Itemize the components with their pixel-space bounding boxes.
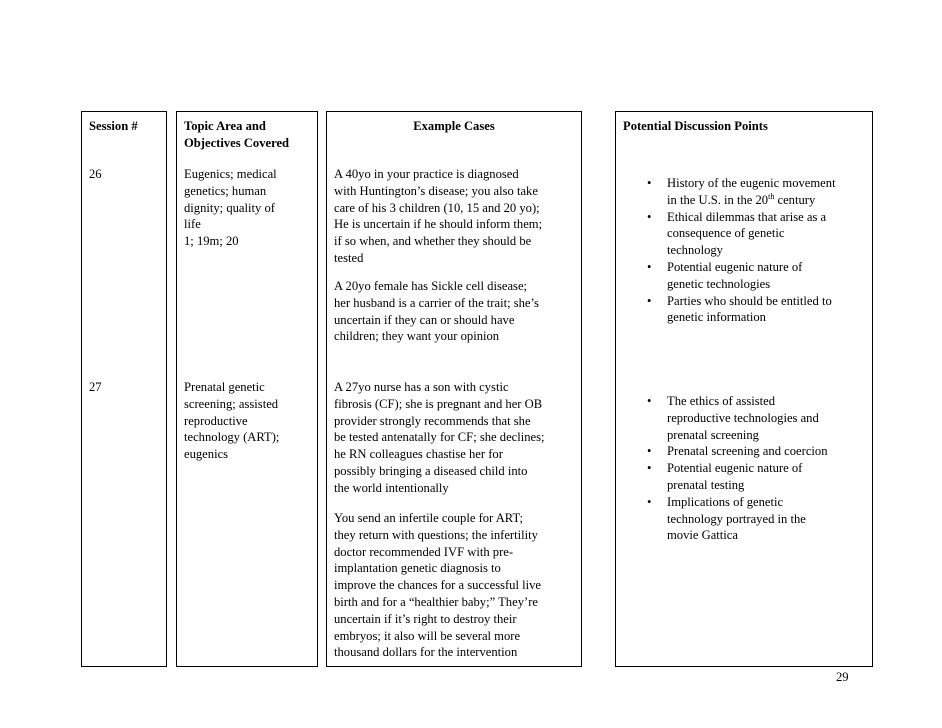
bullet-icon: • [647,461,652,476]
bullet-icon: • [647,176,652,190]
bullet-icon: • [647,293,652,308]
session-26: 26 [89,167,102,181]
case-27-b [334,510,577,661]
bullet-icon: • [647,444,652,459]
case-27-a [334,379,577,497]
discussion-list-26 [623,175,868,326]
case-text: A 20yo female has Sickle cell disease; her husband is a carrier of the trait; she’s uncertain if they can or should have children; they want your opinion [334,279,539,344]
list-item: • Potential eugenic nature of prenatal testing [647,461,803,492]
cases-column [326,111,582,667]
bullet-icon: • [647,209,652,224]
topic-text: Eugenics; medical genetics; human dignity; quality of life 1; 19m; 20 [184,167,277,249]
case-26-b [334,278,577,345]
list-item: • Potential eugenic nature of genetic technologies [647,259,803,291]
discussion-list-27 [623,393,868,544]
case-text: You send an infertile couple for ART; they return with questions; the infertility doctor recommended IVF with pre- implantation genetic diagnosis to improve the chances for a successful live birth and for a “healthier baby;” They’re uncertain if it’s right to destroy their embryos; it also will be several more thousand dollars for the intervention [334,511,542,660]
bullet-icon: • [647,394,652,408]
list-item: • The ethics of assisted reproductive technologies and prenatal screening [647,394,819,442]
bullet-icon: • [647,259,652,274]
topic-row-27 [184,379,313,463]
case-26-a [334,166,577,267]
discussion-header: Potential Discussion Points [623,119,768,133]
cases-header: Example Cases [413,119,495,133]
list-item: • History of the eugenic movement in the U.S. in the 20th century [647,176,836,207]
session-column [81,111,167,667]
page-number: 29 [836,670,849,684]
list-item: • Parties who should be entitled to genetic information [647,293,832,325]
list-item: • Ethical dilemmas that arise as a consequence of genetic technology [647,209,827,258]
session-header: Session # [89,119,138,133]
case-text: A 27yo nurse has a son with cystic fibrosis (CF); she is pregnant and her OB provider strongly recommends that she be tested antenatally for CF; she declines; he RN colleagues chastise her for possibly bringing a diseased child into the world intentionally [334,380,545,495]
topic-text: Prenatal genetic screening; assisted reproductive technology (ART); eugenics [184,380,280,462]
bullet-icon: • [647,494,652,509]
list-item: • Prenatal screening and coercion [647,444,828,459]
topic-header: Topic Area and Objectives Covered [184,119,290,150]
discussion-column [615,111,873,667]
topic-row-26 [184,166,313,250]
session-27: 27 [89,380,102,394]
list-item: • Implications of genetic technology portrayed in the movie Gattica [647,494,806,543]
topic-column [176,111,318,667]
case-text: A 40yo in your practice is diagnosed with Huntington’s disease; you also take care of his 3 children (10, 15 and 20 yo); He is uncertain if he should inform them; if so when, and whether they should be tested [334,167,543,265]
